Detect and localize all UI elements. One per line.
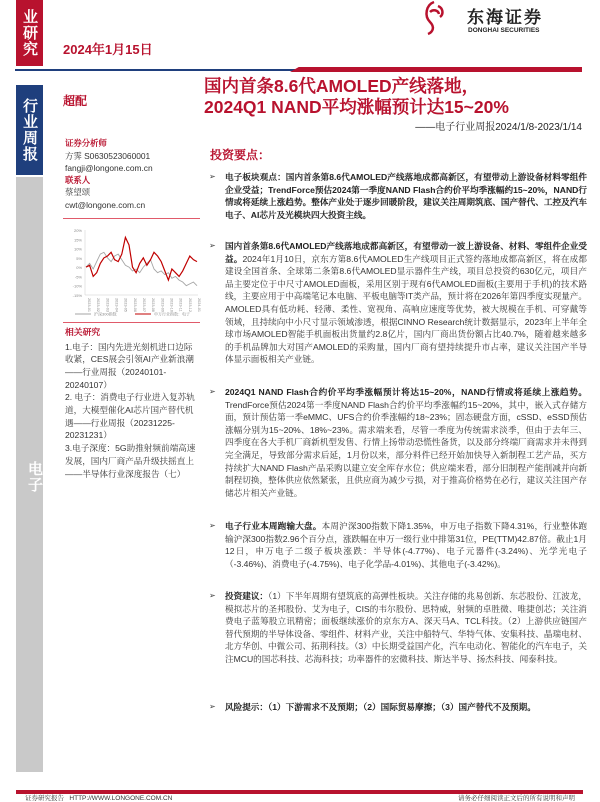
related-research [65,326,200,480]
analyst-name: 方霁 S0630523060001 [65,150,151,161]
footer-left: 证券研究报告 HTTP://WWW.LONGONE.COM.CN [25,795,173,802]
arrow-bullet-icon: ➢ [209,521,216,530]
footer-url[interactable]: HTTP://WWW.LONGONE.COM.CN [69,795,173,802]
arrow-bullet-icon: ➢ [209,241,216,250]
bullet-sector-view: ➢ 电子板块观点：国内首条第8.6代AMOLED产线落地成都高新区，有望带动上游设备材料零组件企业受益；TrendForce预估2024第一季度NAND Flash合约价平均季涨幅约15~20%，NAND行情或将延续上涨趋势。整体产业处于逐步回暖阶段，建议关注周期筑底、国产替代、工控及汽车电子、AI芯片及光模块四大投资主线。 [209,172,587,220]
x-tick-label: 2023-06 [132,298,137,312]
analyst-block [65,137,200,211]
arrow-bullet-icon: ➢ [209,387,216,396]
header-divider-blue [15,69,295,71]
divider [63,322,200,323]
section-title: 投资要点： [210,148,271,162]
series-line [86,237,197,280]
rating: 超配 [63,94,88,108]
report-date: 2024年1月15日 [63,42,153,57]
legend-label: 沪深300指数 [94,311,117,317]
x-tick-label: 2023-04 [114,298,119,312]
x-tick-label: 2023-09 [160,298,165,312]
x-tick-label: 2023-11 [178,298,183,312]
y-tick-label: 5% [76,255,82,261]
footer-divider [16,790,583,794]
header-divider-red [290,67,582,72]
page-title [204,76,568,118]
legend-label: 申万行业指数：电子 [154,311,190,317]
related-label: 相关研究 [65,327,101,337]
dragon-logo-icon [420,0,448,36]
x-tick-label: 2023-01 [87,298,91,312]
bullet-risk: ➢ 风险提示：（1）下游需求不及预期；（2）国际贸易摩擦；（3）国产替代不及预期。 [209,702,536,712]
x-tick-label: 2023-10 [169,298,174,312]
series-line [86,252,197,285]
x-tick-label: 2023-12 [187,298,192,312]
x-tick-label: 2023-03 [105,298,110,312]
arrow-bullet-icon: ➢ [209,702,216,711]
bullet-amoled: ➢ 国内首条第8.6代AMOLED产线落地成都高新区，有望带动一波上游设备、材料、零组件企业受益。2024年1月10日，京东方第8.6代AMOLED生产线项目正式签约落地成都高新区，将在成都建设全国首条、全球第二条第8.6代AMOLED显示器件生产线，项目总投资约630亿元，项目产品主要定位于中尺寸AMOLED面板，采用区别于现有6代AMOLED面板(主要用于手机)的技术路线，主要应用于中高端笔记本电脑、平板电脑等IT类产品，预计将在2026年第四季度实现量产。AMOLED具有低功耗、轻薄、柔性、宽视角、高响应速度等优势，被大规模在手机、可穿戴等领域，且持续向中小尺寸显示领域渗透，根据CINNO Research统计数据显示，2023年上半年全球市场AMOLED智能手机面板出货量约2.8亿片，国内厂商出货份额占比40.7%，随着越来越多的手机品牌加大对国产AMOLED的采购量，国内厂商有望持续提升市占率，建议关注国产半导体显示面板相关产业链。 [209,241,587,365]
bullet-nand: ➢ 2024Q1 NAND Flash合约价平均季涨幅预计将达15~20%，NAND行情或将延续上涨趋势。TrendForce预估2024第一季度NAND Flash合约价平均季涨幅约15~20%，其中，嵌入式存储方面，预计预估第一季eMMC、UFS合约价季涨幅约18~23%；固态硬盘方面，cSSD、eSSD预估涨幅分别为15~20%、18%~23%。需求端来看，尽管一季度为传统需求淡季，但由于去年三、四季度在各大手机厂商新机型发售、行情上扬带动恐慌性备货，以及部分终端厂商需求并未得到完全满足，导致部分需求后延，1月份以来，部分料件已经开始加快导入新制程工艺产品，买方持续扩大NAND Flash产品采购以建立安全库存水位；供应端来看，部分旧制程产能削减并向新制程切换，整体供应依然紧张，且供应商为减少亏损，对于推高价格势在必行，建议关注国产存储芯片相关产业链。 [209,387,587,498]
subtitle: ——电子行业周报2024/1/8-2023/1/14 [415,122,582,133]
bullet-investment-advice: ➢ 投资建议：（1）下半年周期有望筑底的高弹性板块。关注存储的兆易创新、东芯股份、江波龙，模拟芯片的圣邦股份、艾为电子，CIS的韦尔股份、思特威，射频的卓胜微、唯捷创芯；关注消费电子蓝筹股立讯精密；面板继续涨价的京东方A、深天马A、TCL科技。（2）上游供应链国产替代预期的半导体设备、零组件、材料产业，关注中船特气、华特气体、安集科技、晶瑞电材、北方华创、中微公司、拓荆科技。（3）中长期受益国产化，汽车电动化、智能化的汽车电子，关注MCU的国芯科技、芯海科技；功率器件的宏微科技、斯达半导、扬杰科技、闻泰科技。 [209,591,587,664]
analyst-email[interactable]: fangji@longone.com.cn [65,163,153,173]
y-tick-label: -10% [72,283,82,289]
contact-label: 联系人 [65,174,91,185]
y-tick-label: 20% [73,228,82,233]
x-tick-label: 2023-02 [96,298,101,312]
divider [63,218,200,219]
related-item[interactable]: 2. 电子：消费电子行业进入复苏轨道，大模型催化AI芯片国产替代机遇——行业周报（20231225-20231231） [65,392,195,441]
logo-en: DONGHAI SECURITIES [468,27,540,34]
tab-weekly-report: 行业周报 [16,85,43,175]
y-tick-label: 15% [73,237,82,243]
x-tick-label: 2023-08 [151,298,156,312]
y-tick-label: -5% [74,274,82,280]
tab-sector-electronics: 电子 [16,177,43,772]
x-tick-label: 2023-07 [142,298,146,312]
related-item[interactable]: 1.电子：国内先进光刻机进口边际收紧，CES展会引领AI产业新浪潮——行业周报（20240101-20240107） [65,341,194,390]
logo-cn: 东海证券 [467,8,543,27]
performance-chart [63,225,203,320]
logo [420,0,590,40]
contact-email[interactable]: cwt@longone.com.cn [65,199,146,210]
bullet-market: ➢ 电子行业本周跑输大盘。本周沪深300指数下降1.35%，申万电子指数下降4.31%，行业整体跑输沪深300指数2.96个百分点，涨跌幅在申万一级行业中排第31位，PE(TTM)42.87倍。截止1月12日，申万电子二级子板块涨跌：半导体(-4.77%)、电子元器件(-3.24%)、光学光电子（-3.46%)、消费电子(-4.75%)、电子化学品-4.01%)、其他电子(-3.42%)。 [209,521,587,569]
related-item[interactable]: 3.电子深度：5G助推射频前端高速发展，国内厂商产品升级扶摇直上——半导体行业深度报告（七） [65,443,196,479]
tab-industry-research: 业研究 [16,0,43,66]
title-line2: 2024Q1 NAND平均涨幅预计达15~20% [204,97,509,117]
footer-disclaimer: 请务必仔细阅读正文后的所有说明和声明 [458,795,575,802]
arrow-bullet-icon: ➢ [209,172,216,181]
y-tick-label: 10% [73,246,82,252]
title-line1: 国内首条8.6代AMOLED产线落地， [204,76,480,96]
contact-name: 蔡望颂 [65,187,91,197]
y-tick-label: -15% [72,293,82,298]
analyst-label: 证券分析师 [65,138,107,148]
x-tick-label: 2024-01 [197,298,201,312]
arrow-bullet-icon: ➢ [209,591,216,600]
x-tick-label: 2023-05 [123,298,128,312]
y-tick-label: 0% [76,265,82,271]
